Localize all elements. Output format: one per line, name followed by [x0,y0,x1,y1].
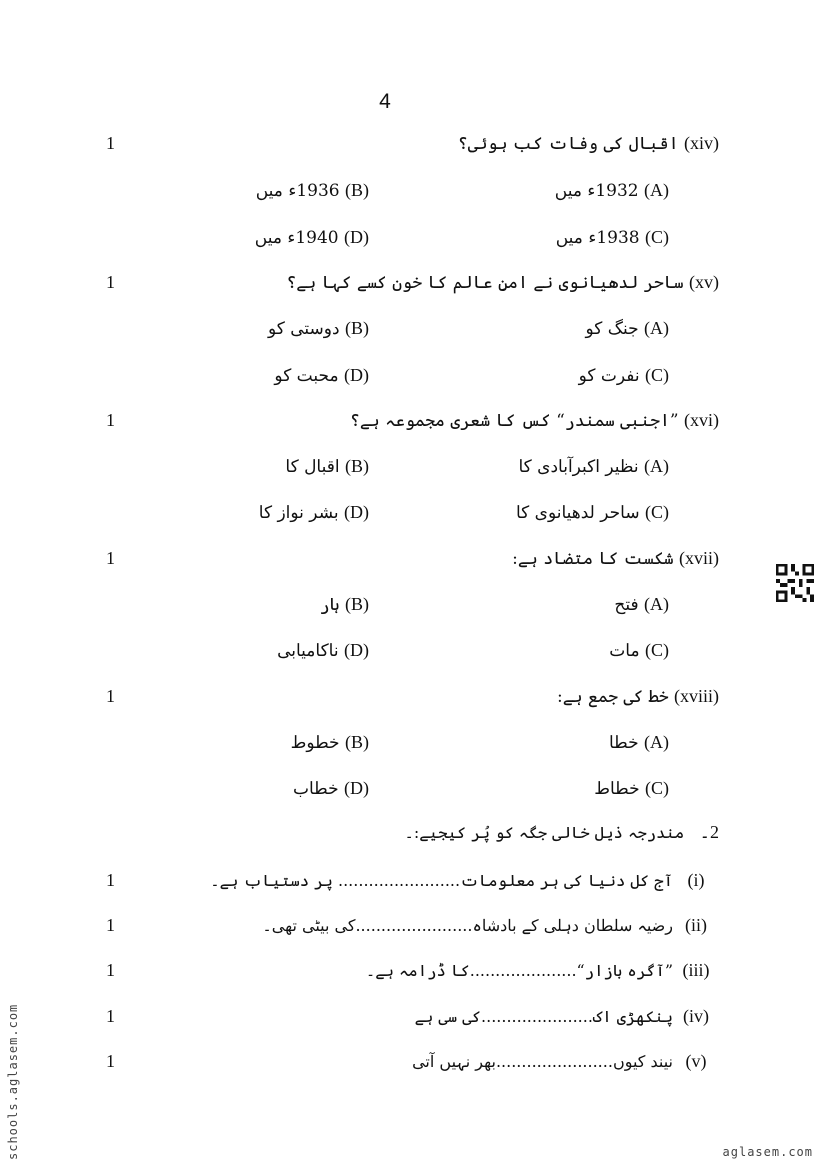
option-text: بشر نواز کا [258,503,339,523]
question-text: خط کی جمع ہے: [556,687,669,707]
option-c [516,502,669,523]
option-label: (C) [644,502,669,522]
option-text: خطاط [594,779,640,799]
option-d [293,778,369,799]
question-number: (xv) [689,272,719,292]
option-label: (C) [644,640,669,660]
option-text: فتح [614,595,639,615]
section-number: 2۔ [699,822,719,842]
page-number: 4 [379,90,391,113]
option-label: (B) [344,732,369,752]
option-label: (D) [344,365,369,385]
qr-code-icon[interactable] [776,563,814,603]
section-title: مندرجہ ذیل خالی جگہ کو پُر کیجیے:۔ [404,823,685,842]
option-label: (B) [344,594,369,614]
item-text: رضیہ سلطان دہلی کے بادشاہ.......................کی بیٹی تھی۔ [262,916,673,935]
option-text: ہار [319,595,340,615]
fill-item-1 [210,870,719,891]
option-d [274,365,369,386]
option-label: (B) [344,456,369,476]
option-text: نظیر اکبرآبادی کا [518,457,639,477]
item-number: (iii) [682,960,710,980]
marks-fill-4: 1 [106,1006,115,1026]
marks-q18: 1 [106,686,115,706]
question-15 [286,272,719,293]
marks-q16: 1 [106,410,115,430]
question-number: (xiv) [683,133,719,153]
option-b [291,732,369,753]
option-label: (A) [644,318,669,338]
item-number: (iv) [682,1006,709,1026]
option-text: اقبال کا [285,457,340,477]
option-text: ناکامیابی [277,641,339,661]
marks-fill-1: 1 [106,870,115,890]
option-label: (D) [344,502,369,522]
option-a [585,318,669,339]
fill-item-3 [366,960,719,981]
option-b [285,456,369,477]
marks-fill-2: 1 [106,915,115,935]
option-text: 1938ء میں [555,228,640,248]
question-text: شکست کا متضاد ہے: [512,549,674,569]
fill-item-2 [262,915,719,936]
item-text: آج کل دنیا کی ہر معلومات........................ پر دستیاب ہے۔ [210,871,673,890]
option-text: مات [609,641,640,661]
option-text: نفرت کو [578,366,640,386]
option-label: (A) [644,594,669,614]
option-a [555,180,669,201]
option-text: محبت کو [274,366,339,386]
marks-q15: 1 [106,272,115,292]
option-label: (B) [344,180,369,200]
option-label: (D) [344,778,369,798]
option-b [320,594,369,615]
option-label: (D) [344,227,369,247]
option-d [277,640,369,661]
question-text: ”اجنبی سمندر“ کس کا شعری مجموعہ ہے؟ [349,411,679,431]
option-label: (A) [644,180,669,200]
marks-fill-5: 1 [106,1051,115,1071]
option-a [609,732,669,753]
option-label: (A) [644,732,669,752]
option-text: 1936ء میں [255,181,340,201]
option-b [256,180,369,201]
option-c [556,227,669,248]
option-text: جنگ کو [585,319,639,339]
option-text: ساحر لدھیانوی کا [515,503,640,523]
question-18 [557,686,719,707]
option-c [609,640,669,661]
option-label: (C) [644,365,669,385]
question-number: (xvi) [683,410,719,430]
option-text: 1932ء میں [554,181,639,201]
question-number: (xvii) [678,548,719,568]
marks-fill-3: 1 [106,960,115,980]
option-c [594,778,669,799]
question-14 [458,133,719,154]
option-text: دوستی کو [267,319,340,339]
item-number: (i) [687,870,705,890]
option-label: (D) [344,640,369,660]
fill-item-4 [415,1006,719,1027]
option-label: (A) [644,456,669,476]
question-number: (xviii) [673,686,719,706]
marks-q14: 1 [106,133,115,153]
item-text: پنکھڑی اک......................کی سی ہے [414,1007,673,1026]
option-text: خطاب [292,779,339,799]
question-17 [512,548,719,569]
question-16 [350,410,719,431]
question-text: ساحر لدھیانوی نے امنِ عالم کا خون کسے کہا ہے؟ [286,273,684,293]
marks-q17: 1 [106,548,115,568]
option-label: (B) [344,318,369,338]
footer-watermark: aglasem.com [722,1145,813,1159]
item-text: نیند کیوں.......................بھر نہیں آتی [412,1052,673,1071]
option-label: (C) [644,778,669,798]
option-c [579,365,669,386]
question-text: اقبال کی وفات کب ہوئی؟ [457,134,679,154]
option-label: (C) [644,227,669,247]
option-a [518,456,669,477]
side-watermark: schools.aglasem.com [6,1003,20,1160]
option-text: 1940ء میں [254,228,339,248]
fill-item-5 [412,1051,719,1072]
option-text: خطا [608,733,639,753]
option-a [614,594,669,615]
item-text: ”آگرہ بازار“.....................کا ڈرامہ ہے۔ [365,961,673,980]
option-text: خطوط [290,733,340,753]
option-d [259,502,369,523]
option-d [255,227,369,248]
item-number: (ii) [684,915,707,935]
item-number: (v) [685,1051,707,1071]
section-2-heading [405,822,719,843]
option-b [268,318,369,339]
